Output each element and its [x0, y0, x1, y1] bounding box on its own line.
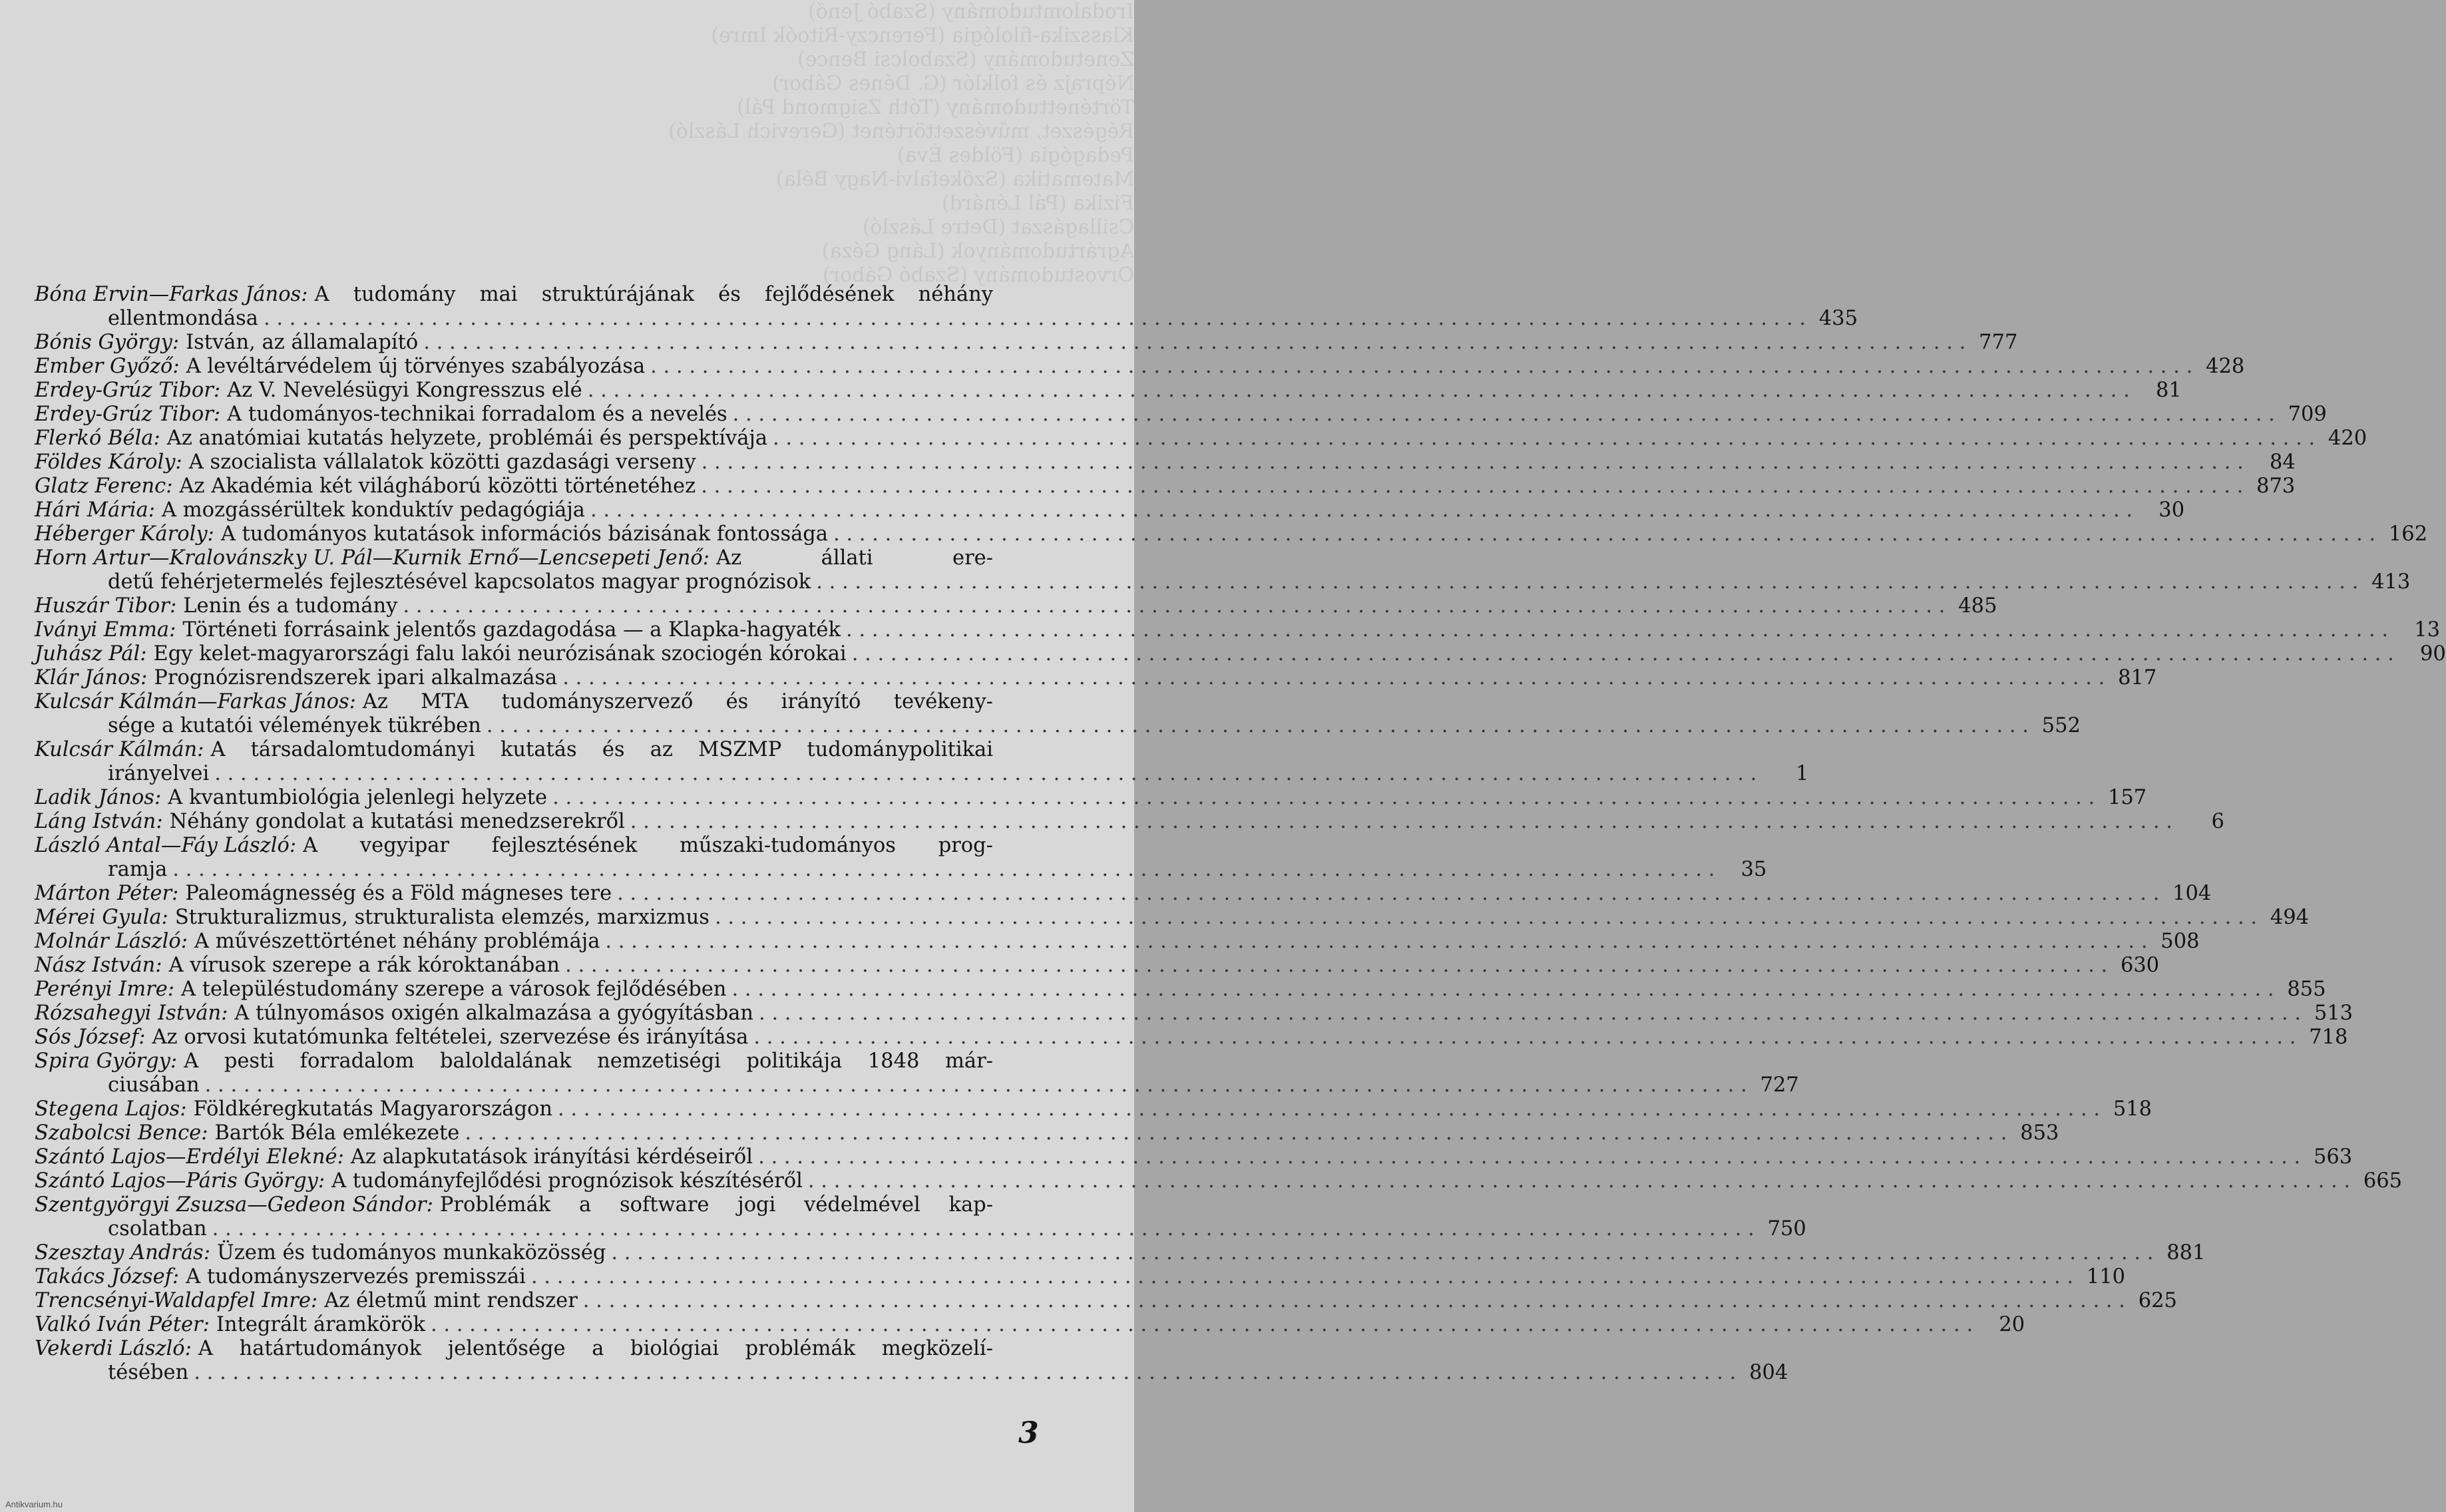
toc-line — [35, 690, 993, 714]
toc-line — [35, 762, 1809, 786]
toc-page-number: 630 — [2120, 954, 2160, 977]
toc-entry — [35, 1026, 2348, 1049]
toc-line — [35, 834, 993, 858]
bleed-line: Orvostudomány (Szabó Gábor) — [822, 264, 1134, 287]
toc-author: Szesztay András: — [35, 1241, 210, 1264]
toc-page-number: 518 — [2113, 1097, 2152, 1121]
toc-entry — [35, 451, 2296, 474]
toc-line — [35, 1289, 2177, 1313]
toc-page-number: 494 — [2270, 906, 2310, 929]
dot-leader — [630, 810, 2172, 834]
toc-title: ramja — [108, 858, 168, 881]
bleed-line: Klasszika-filológia (Ferenczy-Ritoók Imre) — [711, 24, 1134, 47]
toc-entry — [35, 355, 2245, 379]
toc-entry — [35, 618, 2441, 642]
dot-leader — [423, 331, 1965, 355]
toc-entry — [35, 666, 2157, 690]
toc-line — [35, 1241, 2206, 1265]
toc-line — [35, 379, 2182, 403]
dot-leader — [172, 858, 1715, 882]
toc-page-number: 420 — [2328, 427, 2367, 450]
toc-title: Az Akadémia két világháború közötti történetéhez — [179, 474, 696, 498]
toc-entry — [35, 403, 2327, 427]
toc-page-number: 513 — [2314, 1002, 2353, 1025]
bleed-through-text — [306, 0, 1134, 287]
dot-leader — [194, 1361, 1736, 1385]
toc-author: Flerkó Béla: — [35, 427, 160, 450]
bleed-line: Irodalomtudomány (Szabó Jenő) — [808, 0, 1134, 23]
toc-author: Takács József: — [35, 1265, 180, 1288]
bleed-line: Néprajz és folklór (G. Dénes Gábor) — [772, 72, 1134, 95]
dot-leader — [487, 714, 2029, 738]
toc-title: Az orvosi kutatómunka feltételei, szervezése és irányítása — [152, 1026, 749, 1049]
toc-title: Üzem és tudományos munkaközösség — [217, 1241, 606, 1264]
toc-entry — [35, 283, 1858, 331]
toc-entry — [35, 690, 2081, 738]
toc-title: Egy kelet-magyarországi falu lakói neurózisának szociogén kórokai — [153, 642, 847, 665]
table-of-contents — [35, 283, 2446, 1385]
toc-author: Nász István: — [35, 954, 162, 977]
bleed-line: Történettudomány (Tóth Zsigmond Pál) — [737, 96, 1134, 119]
toc-entry — [35, 930, 2200, 954]
toc-title: Néhány gondolat a kutatási menedzserekről — [169, 810, 625, 833]
toc-title: Prognózisrendszerek ipari alkalmazása — [154, 666, 558, 689]
toc-entry — [35, 331, 2018, 355]
toc-title: A határtudományok jelentősége a biológiai problémák megközelí- — [198, 1337, 993, 1360]
toc-page-number: 552 — [2041, 714, 2081, 737]
dot-leader — [588, 379, 2130, 403]
page-number: 3 — [1018, 1416, 1039, 1450]
toc-entry — [35, 1241, 2206, 1265]
toc-author: Láng István: — [35, 810, 163, 833]
dot-leader — [531, 1265, 2073, 1289]
toc-author: Márton Péter: — [35, 882, 179, 905]
toc-title: Történeti forrásaink jelentős gazdagodása — a Klapka-hagyaték — [182, 618, 841, 642]
toc-title: Lenin és a tudomány — [183, 594, 398, 618]
dot-leader — [562, 666, 2105, 690]
toc-title: Integrált áramkörök — [216, 1313, 426, 1336]
toc-page-number: 162 — [2388, 522, 2428, 546]
toc-line — [35, 666, 2157, 690]
dot-leader — [753, 1026, 2296, 1049]
toc-title: A tudományos-technikai forradalom és a nevelés — [227, 403, 727, 426]
dot-leader — [773, 427, 2315, 451]
dot-leader — [565, 954, 2107, 978]
toc-title: A vírusok szerepe a rák kóroktanában — [168, 954, 560, 977]
toc-line — [35, 1002, 2353, 1026]
toc-entry — [35, 1097, 2152, 1121]
toc-page-number: 563 — [2313, 1145, 2353, 1169]
toc-page-number: 485 — [1958, 594, 1997, 618]
toc-entry — [35, 1265, 2126, 1289]
toc-page-number: 35 — [1740, 858, 1767, 881]
toc-line — [35, 546, 993, 570]
toc-author: Perényi Imre: — [35, 978, 175, 1001]
toc-entry — [35, 498, 2185, 522]
toc-title: István, az államalapító — [186, 331, 419, 354]
toc-author: Glatz Ferenc: — [35, 474, 173, 498]
dot-leader — [846, 618, 2388, 642]
toc-page-number: 81 — [2156, 379, 2182, 402]
toc-page-number: 84 — [2269, 451, 2296, 474]
toc-author: Hári Mária: — [35, 498, 156, 522]
bleed-line: Fizika (Pál Lénárd) — [941, 192, 1134, 215]
toc-title: Földkéregkutatás Magyarországon — [193, 1097, 552, 1121]
toc-author: Ember Győző: — [35, 355, 180, 378]
toc-title: Az MTA tudományszervező és irányító tevékeny- — [362, 690, 993, 713]
toc-title: A szocialista vállalatok közötti gazdasági verseny — [188, 451, 696, 474]
dot-leader — [731, 978, 2274, 1002]
toc-line — [35, 1097, 2152, 1121]
toc-line — [35, 1169, 2403, 1193]
toc-line — [35, 522, 2428, 546]
toc-page-number: 6 — [2211, 810, 2224, 833]
dot-leader — [431, 1313, 1973, 1337]
toc-entry — [35, 882, 2212, 906]
dot-leader — [212, 1217, 1754, 1241]
toc-author: Kulcsár Kálmán: — [35, 738, 204, 761]
toc-page-number: 804 — [1749, 1361, 1788, 1384]
toc-entry — [35, 1337, 1788, 1385]
dot-leader — [701, 474, 2243, 498]
dot-leader — [552, 786, 2095, 810]
dot-leader — [816, 570, 2358, 594]
toc-title: Az anatómiai kutatás helyzete, problémái és perspektívája — [166, 427, 768, 450]
toc-title: irányelvei — [108, 762, 210, 785]
toc-page-number: 413 — [2371, 570, 2411, 594]
toc-title: Problémák a software jogi védelmével kap- — [439, 1193, 993, 1217]
toc-title: A tudományfejlődési prognózisok készítéséről — [331, 1169, 803, 1193]
toc-author: Szántó Lajos—Páris György: — [35, 1169, 325, 1193]
toc-title: ellentmondása — [108, 307, 258, 330]
toc-author: Horn Artur—Kralovánszky U. Pál—Kurnik Ernő—Lencsepeti Jenő: — [35, 546, 710, 570]
toc-page-number: 13 — [2414, 618, 2441, 642]
toc-line — [35, 618, 2441, 642]
toc-author: Szentgyörgyi Zsuzsa—Gedeon Sándor: — [35, 1193, 433, 1217]
toc-author: Sós József: — [35, 1026, 146, 1049]
bleed-line: Zenetudomány (Szabolcsi Bence) — [797, 48, 1134, 71]
toc-author: Szántó Lajos—Erdélyi Elekné: — [35, 1145, 344, 1169]
toc-author: Huszár Tibor: — [35, 594, 177, 618]
dot-leader — [852, 642, 2394, 666]
toc-entry — [35, 834, 1767, 882]
dot-leader — [650, 355, 2192, 379]
toc-author: Trencsényi-Waldapfel Imre: — [35, 1289, 318, 1312]
dot-leader — [205, 1073, 1747, 1097]
toc-page-number: 30 — [2158, 498, 2185, 522]
toc-author: Vekerdi László: — [35, 1337, 192, 1360]
toc-line — [35, 355, 2245, 379]
toc-line — [35, 810, 2224, 834]
toc-entry — [35, 978, 2326, 1002]
dot-leader — [214, 762, 1756, 786]
toc-author: Klár János: — [35, 666, 148, 689]
toc-page-number: 157 — [2108, 786, 2147, 809]
dot-leader — [759, 1002, 2301, 1026]
dot-leader — [403, 594, 1945, 618]
toc-line — [35, 1337, 993, 1361]
watermark: Antikvarium.hu — [5, 1499, 63, 1509]
toc-page-number: 817 — [2118, 666, 2157, 689]
dot-leader — [715, 906, 2257, 930]
toc-title: Strukturalizmus, strukturalista elemzés, marxizmus — [174, 906, 710, 929]
toc-page-number: 853 — [2020, 1121, 2059, 1145]
dot-leader — [611, 1241, 2153, 1265]
toc-title: csolatban — [108, 1217, 207, 1240]
toc-title: Az állati ere- — [716, 546, 993, 570]
toc-author: Rózsahegyi István: — [35, 1002, 228, 1025]
dot-leader — [590, 498, 2133, 522]
dot-leader — [733, 403, 2275, 427]
toc-title: ciusában — [108, 1073, 200, 1097]
toc-title: A túlnyomásos oxigén alkalmazása a gyógyításban — [234, 1002, 753, 1025]
toc-line — [35, 498, 2185, 522]
dot-leader — [617, 882, 2159, 906]
dot-leader — [808, 1169, 2350, 1193]
toc-line — [35, 570, 2411, 594]
toc-author: Bóna Ervin—Farkas János: — [35, 283, 308, 306]
toc-line — [35, 474, 2296, 498]
toc-author: Héberger Károly: — [35, 522, 214, 546]
toc-line — [35, 1313, 2025, 1337]
toc-author: Kulcsár Kálmán—Farkas János: — [35, 690, 356, 713]
toc-entry — [35, 738, 1809, 786]
toc-author: Iványi Emma: — [35, 618, 176, 642]
toc-author: Erdey-Grúz Tibor: — [35, 379, 221, 402]
toc-entry — [35, 594, 1997, 618]
toc-entry — [35, 1002, 2353, 1026]
toc-title: Paleomágnesség és a Föld mágneses tere — [185, 882, 612, 905]
toc-page-number: 20 — [1999, 1313, 2025, 1336]
toc-line — [35, 1265, 2126, 1289]
toc-title: A tudomány mai struktúrájának és fejlődésének néhány — [314, 283, 993, 306]
toc-line — [35, 1049, 993, 1073]
toc-entry — [35, 642, 2446, 666]
toc-author: Molnár László: — [35, 930, 188, 953]
toc-page-number: 855 — [2287, 978, 2326, 1001]
toc-title: Az alapkutatások irányítási kérdéseiről — [350, 1145, 753, 1169]
toc-author: Stegena Lajos: — [35, 1097, 187, 1121]
dot-leader — [833, 522, 2375, 546]
toc-title: A kvantumbiológia jelenlegi helyzete — [168, 786, 548, 809]
toc-line — [35, 738, 993, 762]
toc-line — [35, 786, 2147, 810]
toc-page-number: 727 — [1760, 1073, 1799, 1097]
toc-author: Szabolcsi Bence: — [35, 1121, 208, 1145]
dot-leader — [583, 1289, 2125, 1313]
toc-entry — [35, 379, 2182, 403]
toc-author: Földes Károly: — [35, 451, 182, 474]
toc-author: Spira György: — [35, 1049, 178, 1073]
toc-author: Bónis György: — [35, 331, 180, 354]
toc-page-number: 104 — [2172, 882, 2212, 905]
toc-line — [35, 594, 1997, 618]
toc-entry — [35, 1121, 2059, 1145]
bleed-line: Agrártudományok (Láng Géza) — [821, 240, 1134, 263]
toc-entry — [35, 474, 2296, 498]
toc-page-number: 777 — [1979, 331, 2018, 354]
toc-title: A településtudomány szerepe a városok fejlődésében — [181, 978, 727, 1001]
toc-page-number: 508 — [2160, 930, 2200, 953]
toc-line — [35, 1217, 1806, 1241]
toc-line — [35, 978, 2326, 1002]
toc-title: A vegyipar fejlesztésének műszaki-tudományos prog- — [303, 834, 993, 857]
toc-line — [35, 858, 1767, 882]
toc-entry — [35, 522, 2428, 546]
toc-title: A tudományos kutatások információs bázisának fontossága — [220, 522, 828, 546]
toc-entry — [35, 546, 2411, 594]
toc-page-number: 625 — [2138, 1289, 2177, 1312]
toc-title: Bartók Béla emlékezete — [214, 1121, 460, 1145]
toc-line — [35, 714, 2081, 738]
toc-line — [35, 882, 2212, 906]
toc-title: A tudományszervezés premisszái — [186, 1265, 526, 1288]
toc-title: A társadalomtudományi kutatás és az MSZMP tudománypolitikai — [210, 738, 993, 761]
bleed-line: Csillagászat (Detre László) — [862, 216, 1134, 239]
toc-page-number: 881 — [2166, 1241, 2206, 1264]
dot-leader — [605, 930, 2147, 954]
toc-title: A pesti forradalom baloldalának nemzetiségi politikája 1848 már- — [184, 1049, 993, 1073]
dot-leader — [264, 307, 1806, 331]
toc-entry — [35, 1145, 2353, 1169]
toc-author: László Antal—Fáy László: — [35, 834, 297, 857]
toc-entry — [35, 1169, 2403, 1193]
toc-title: A mozgássérültek konduktív pedagógiája — [162, 498, 585, 522]
toc-title: tésében — [108, 1361, 189, 1384]
toc-line — [35, 1145, 2353, 1169]
toc-page-number: 873 — [2256, 474, 2296, 498]
toc-entry — [35, 786, 2147, 810]
toc-page-number: 718 — [2309, 1026, 2348, 1049]
toc-entry — [35, 1049, 1799, 1097]
dot-leader — [758, 1145, 2300, 1169]
toc-entry — [35, 1289, 2177, 1313]
dot-leader — [702, 451, 2244, 474]
toc-entry — [35, 810, 2224, 834]
toc-entry — [35, 1193, 1806, 1241]
toc-page-number: 428 — [2206, 355, 2245, 378]
toc-author: Juhász Pál: — [35, 642, 147, 665]
dot-leader — [465, 1121, 2007, 1145]
toc-line — [35, 427, 2367, 451]
toc-title: Az életmű mint rendszer — [324, 1289, 578, 1312]
toc-entry — [35, 954, 2160, 978]
toc-line — [35, 451, 2296, 474]
toc-author: Mérei Gyula: — [35, 906, 168, 929]
toc-line — [35, 331, 2018, 355]
toc-title: detű fehérjetermelés fejlesztésével kapcsolatos magyar prognózisok — [108, 570, 811, 594]
toc-entry — [35, 1313, 2025, 1337]
toc-line — [35, 1361, 1788, 1385]
toc-author: Ladik János: — [35, 786, 162, 809]
toc-line — [35, 403, 2327, 427]
toc-entry — [35, 906, 2310, 930]
toc-line — [35, 1121, 2059, 1145]
dot-leader — [558, 1097, 2100, 1121]
toc-page-number: 435 — [1818, 307, 1858, 330]
bleed-line: Pedagógia (Földes Éva) — [897, 144, 1134, 167]
toc-page-number: 709 — [2288, 403, 2327, 426]
toc-title: A művészettörténet néhány problémája — [194, 930, 600, 953]
toc-line — [35, 307, 1858, 331]
toc-title: sége a kutatói vélemények tükrében — [108, 714, 481, 737]
toc-author: Erdey-Grúz Tibor: — [35, 403, 221, 426]
toc-page-number: 110 — [2086, 1265, 2126, 1288]
toc-title: A levéltárvédelem új törvényes szabályozása — [186, 355, 646, 378]
toc-title: Az V. Nevelésügyi Kongresszus elé — [227, 379, 582, 402]
toc-line — [35, 1073, 1799, 1097]
toc-page-number: 90 — [2420, 642, 2446, 665]
toc-line — [35, 1026, 2348, 1049]
toc-page-number: 1 — [1795, 762, 1809, 785]
toc-line — [35, 906, 2310, 930]
toc-line — [35, 954, 2160, 978]
bleed-line: Matematika (Szőkefalvi-Nagy Béla) — [775, 168, 1134, 191]
bleed-line: Régészet, művészettörténet (Gerevich László) — [668, 120, 1134, 143]
toc-line — [35, 642, 2446, 666]
toc-line — [35, 930, 2200, 954]
toc-page-number: 750 — [1767, 1217, 1806, 1240]
toc-line — [35, 1193, 993, 1217]
toc-line — [35, 283, 993, 307]
toc-page-number: 665 — [2363, 1169, 2403, 1193]
toc-entry — [35, 427, 2367, 451]
toc-author: Valkó Iván Péter: — [35, 1313, 210, 1336]
